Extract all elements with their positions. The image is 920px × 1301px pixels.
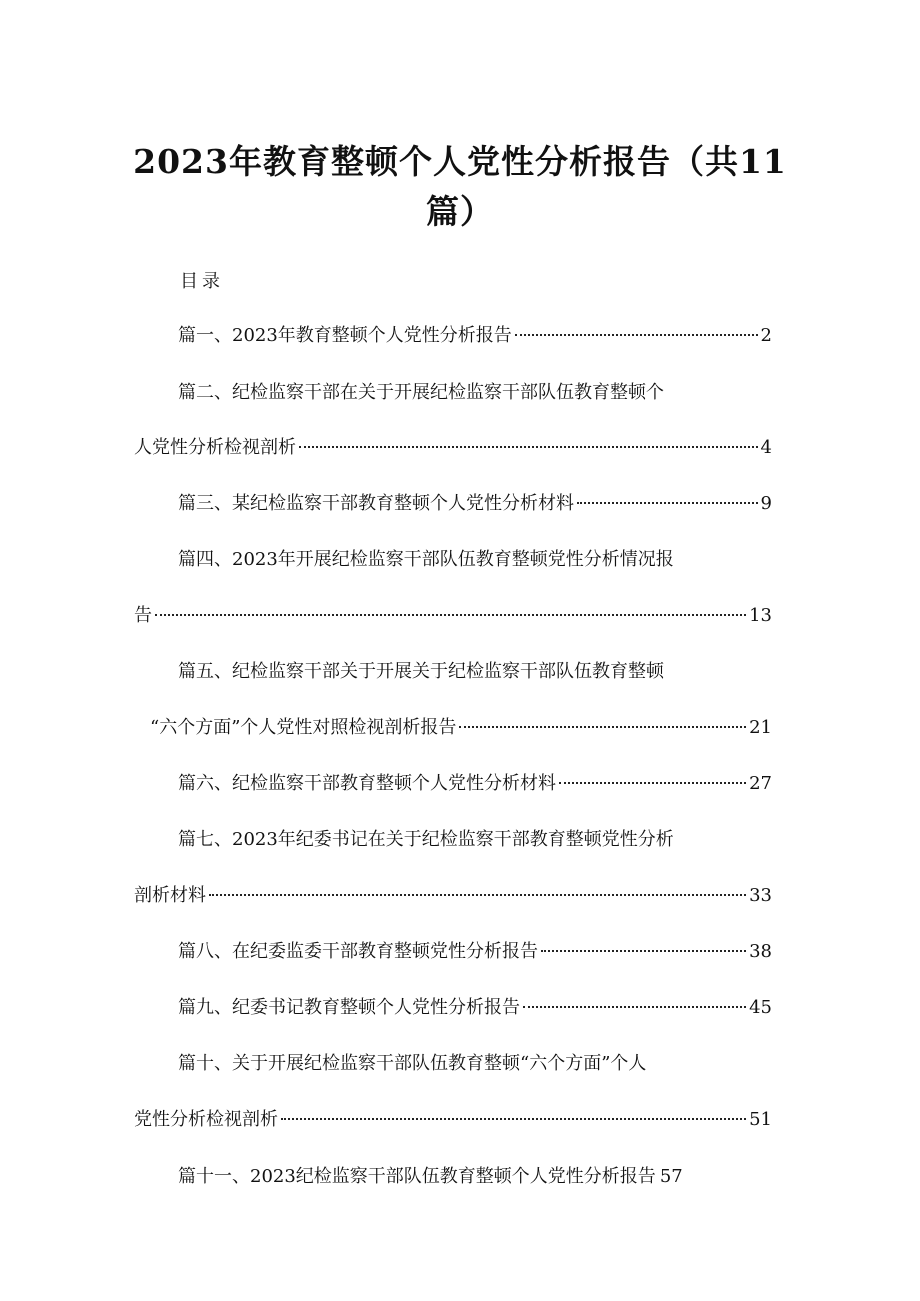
toc-page-number: 2: [760, 325, 772, 346]
toc-entry-4[interactable]: [134, 603, 772, 629]
toc-leader-dots: [523, 1006, 746, 1008]
document-title-line-2: 篇）: [426, 192, 494, 231]
toc-leader-dots: [541, 950, 746, 952]
toc-entry-11[interactable]: [178, 1164, 683, 1190]
toc-entry-5[interactable]: [150, 715, 772, 741]
toc-leader-dots: [281, 1118, 746, 1120]
toc-page-number: 51: [749, 1109, 772, 1130]
toc-entry-title: 篇三、某纪检监察干部教育整顿个人党性分析材料: [178, 493, 574, 514]
toc-entry-title: 告: [134, 605, 152, 626]
toc-entry-title: 篇九、纪委书记教育整顿个人党性分析报告: [178, 997, 520, 1018]
toc-entry-title: 篇六、纪检监察干部教育整顿个人党性分析材料: [178, 773, 556, 794]
toc-entry-10-line-1[interactable]: 篇十、关于开展纪检监察干部队伍教育整顿“六个方面”个人: [178, 1053, 647, 1074]
toc-page-number: 57: [659, 1166, 683, 1187]
toc-leader-dots: [577, 502, 758, 504]
toc-entry-title: “六个方面”个人党性对照检视剖析报告: [150, 717, 457, 738]
toc-entry-4-line-1[interactable]: 篇四、2023年开展纪检监察干部队伍教育整顿党性分析情况报: [178, 549, 674, 570]
toc-entry-2-line-1[interactable]: 篇二、纪检监察干部在关于开展纪检监察干部队伍教育整顿个: [178, 382, 664, 403]
toc-entry-5-line-1[interactable]: 篇五、纪检监察干部关于开展关于纪检监察干部队伍教育整顿: [178, 661, 664, 682]
toc-page-number: 13: [749, 605, 772, 626]
toc-entry-6[interactable]: [178, 771, 772, 797]
toc-page-number: 27: [749, 773, 772, 794]
toc-leader-dots: [559, 782, 746, 784]
toc-entry-1[interactable]: [178, 323, 772, 349]
toc-entry-title: 党性分析检视剖析: [134, 1109, 278, 1130]
toc-leader-dots: [155, 614, 746, 616]
toc-page-number: 21: [749, 717, 772, 738]
toc-entry-10[interactable]: [134, 1107, 772, 1133]
toc-page-number: 38: [749, 941, 772, 962]
toc-entry-7-line-1[interactable]: 篇七、2023年纪委书记在关于纪检监察干部教育整顿党性分析: [178, 829, 674, 850]
toc-entry-9[interactable]: [178, 995, 772, 1021]
toc-page-number: 9: [760, 493, 772, 514]
toc-entry-title: 篇八、在纪委监委干部教育整顿党性分析报告: [178, 941, 538, 962]
toc-entry-title: 篇十一、2023纪检监察干部队伍教育整顿个人党性分析报告: [178, 1166, 656, 1187]
toc-entry-7[interactable]: [134, 883, 772, 909]
toc-entry-2[interactable]: [134, 435, 772, 461]
toc-leader-dots: [299, 446, 758, 448]
toc-page-number: 33: [749, 885, 772, 906]
toc-entry-8[interactable]: [178, 939, 772, 965]
toc-entry-title: 剖析材料: [134, 885, 206, 906]
toc-leader-dots: [459, 726, 746, 728]
toc-entry-3[interactable]: [178, 491, 772, 517]
toc-leader-dots: [515, 334, 758, 336]
toc-leader-dots: [209, 894, 746, 896]
toc-entry-title: 篇一、2023年教育整顿个人党性分析报告: [178, 325, 512, 346]
toc-entry-title: 人党性分析检视剖析: [134, 437, 296, 458]
document-title-line-1: 2023年教育整顿个人党性分析报告（共11: [133, 142, 787, 181]
toc-label: 目录: [180, 271, 224, 292]
toc-page-number: 45: [749, 997, 772, 1018]
toc-page-number: 4: [760, 437, 772, 458]
